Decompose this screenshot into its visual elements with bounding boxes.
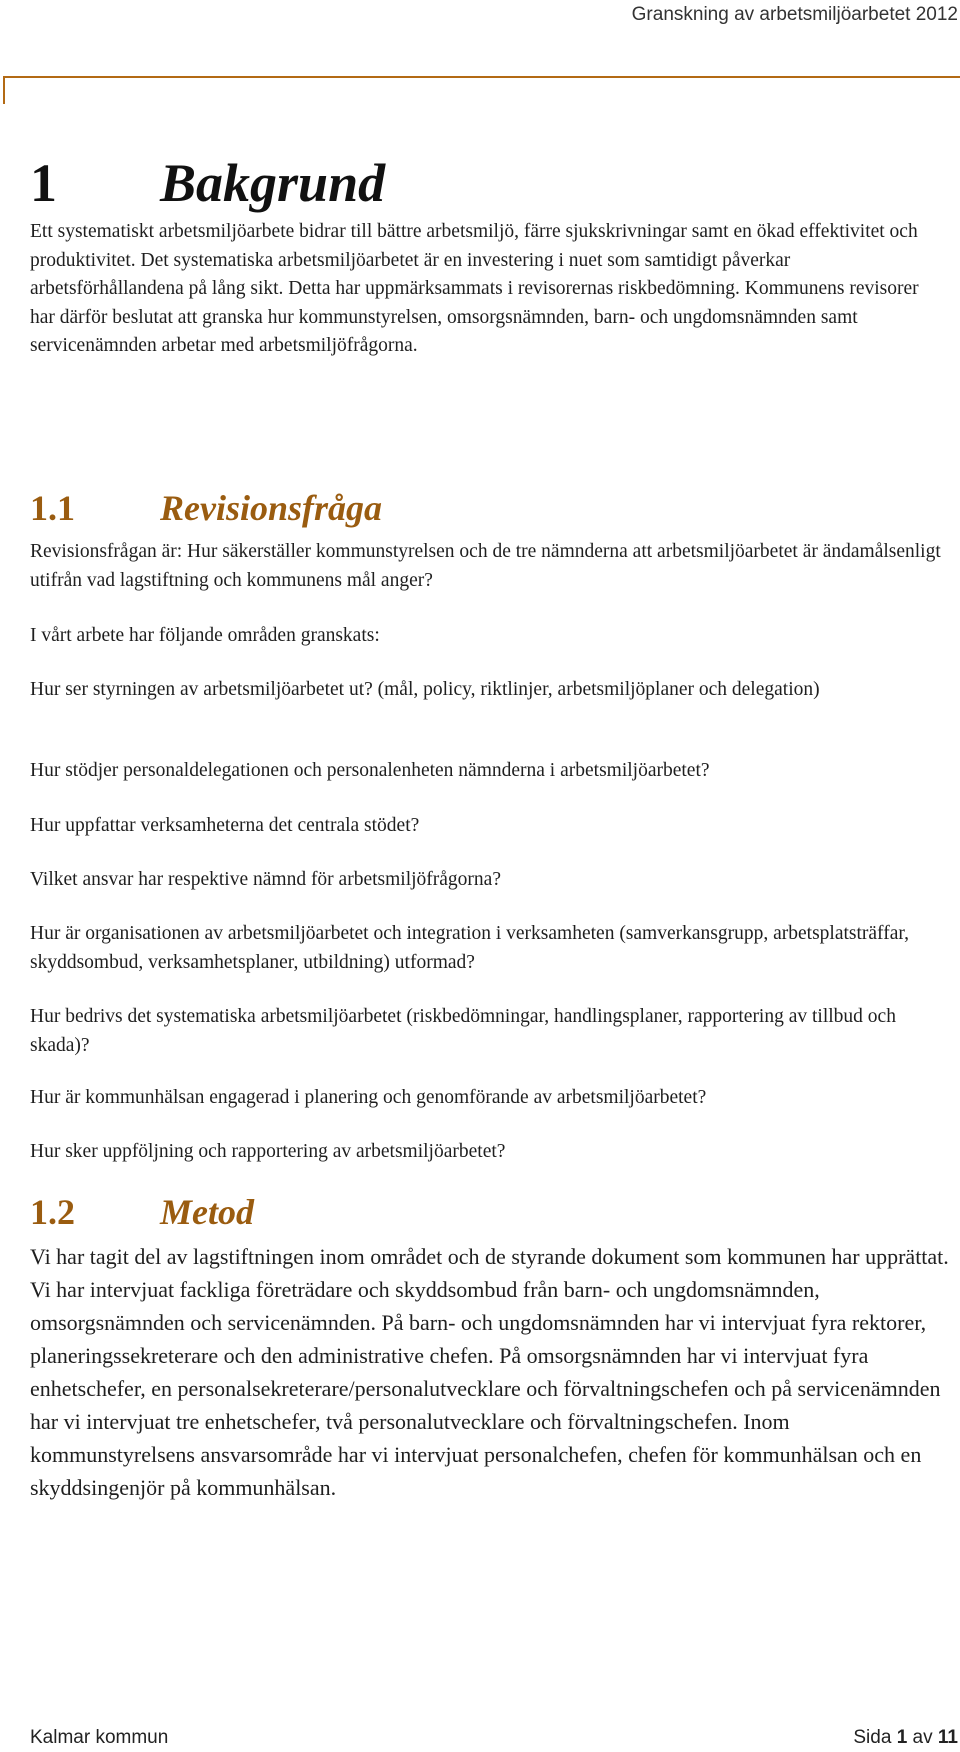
area-item: Hur sker uppföljning och rapportering av arbetsmiljöarbetet?: [30, 1141, 506, 1162]
section-1-number: 1: [30, 153, 57, 213]
area-item: Hur är kommunhälsan engagerad i planering och genomförande av arbetsmiljöarbetet?: [30, 1087, 707, 1108]
section-1-1-number: 1.1: [30, 488, 75, 528]
section-1-2-number: 1.2: [30, 1192, 75, 1232]
section-1-heading: [30, 150, 385, 216]
footer-page-label: Sida: [853, 1727, 892, 1748]
question-paragraph: Revisionsfrågan är: Hur säkerställer kommunstyrelsen och de tre nämnderna att arbetsmiljöarbetet är ändamålsenligt utifrån vad lagstiftning och kommunens mål anger?: [30, 541, 941, 591]
area-item: Hur uppfattar verksamheterna det centrala stödet?: [30, 815, 420, 836]
header-corner-rule: [3, 76, 960, 104]
area-item: Hur är organisationen av arbetsmiljöarbetet och integration i verksamheten (samverkansgrupp, arbetsplatsträffar, skyddsombud, verksamhetsplaner, utbildning) utformad?: [30, 923, 909, 973]
footer-page-of: av: [912, 1727, 933, 1748]
section-1-2-title: Metod: [160, 1192, 254, 1232]
header-title: Granskning av arbetsmiljöarbetet 2012: [631, 4, 958, 25]
method-paragraph: Vi har tagit del av lagstiftningen inom området och de styrande dokument som kommunen har upprättat. Vi har intervjuat fackliga företrädare och skyddsombud från barn- och ungdomsnämnden, omsorgsnämnden och servicenämnden. På barn- och ungdomsnämnden har vi intervjuat fyra rektorer, planeringssekreterare och den administrative chefen. På omsorgsnämnden har vi intervjuat fyra enhetschefer, en personalsekreterare/personalutvecklare och förvaltningschefen och på servicenämnden har vi intervjuat tre enhetschefer, två personalutvecklare och förvaltningschefen. Inom kommunstyrelsens ansvarsområde har vi intervjuat personalchefen, chefen för kommunhälsan och en skyddsingenjör på kommunhälsan.: [30, 1244, 949, 1500]
footer-page-number: [853, 1727, 958, 1749]
section-1-1-heading: [30, 486, 382, 530]
area-item: Hur bedrivs det systematiska arbetsmiljöarbetet (riskbedömningar, handlingsplaner, rapportering av tillbud och skada)?: [30, 1006, 896, 1056]
footer-organization: Kalmar kommun: [30, 1727, 169, 1748]
area-item: Hur stödjer personaldelegationen och personalenheten nämnderna i arbetsmiljöarbetet?: [30, 760, 710, 781]
section-1-paragraph: Ett systematiskt arbetsmiljöarbete bidrar till bättre arbetsmiljö, färre sjukskrivningar samt en ökad effektivitet och produktivitet. Det systematiska arbetsmiljöarbetet är en investering i nuet som samtidigt påverkar arbetsförhållandena på lång sikt. Detta har uppmärksammats i revisorernas riskbedömning. Kommunens revisorer har därför beslutat att granska hur kommunstyrelsen, omsorgsnämnden, barn- och ungdomsnämnden samt servicenämnden arbetar med arbetsmiljöfrågorna.: [30, 221, 919, 356]
areas-intro: I vårt arbete har följande områden granskats:: [30, 625, 380, 646]
section-1-title: Bakgrund: [160, 153, 386, 213]
footer-page-total: 11: [937, 1727, 958, 1748]
section-1-2-heading: [30, 1190, 254, 1234]
section-1-1-title: Revisionsfråga: [160, 488, 383, 528]
area-item: Vilket ansvar har respektive nämnd för arbetsmiljöfrågorna?: [30, 869, 501, 890]
area-item: Hur ser styrningen av arbetsmiljöarbetet ut? (mål, policy, riktlinjer, arbetsmiljöplaner och delegation): [30, 679, 820, 700]
footer-page-current: 1: [896, 1727, 908, 1748]
